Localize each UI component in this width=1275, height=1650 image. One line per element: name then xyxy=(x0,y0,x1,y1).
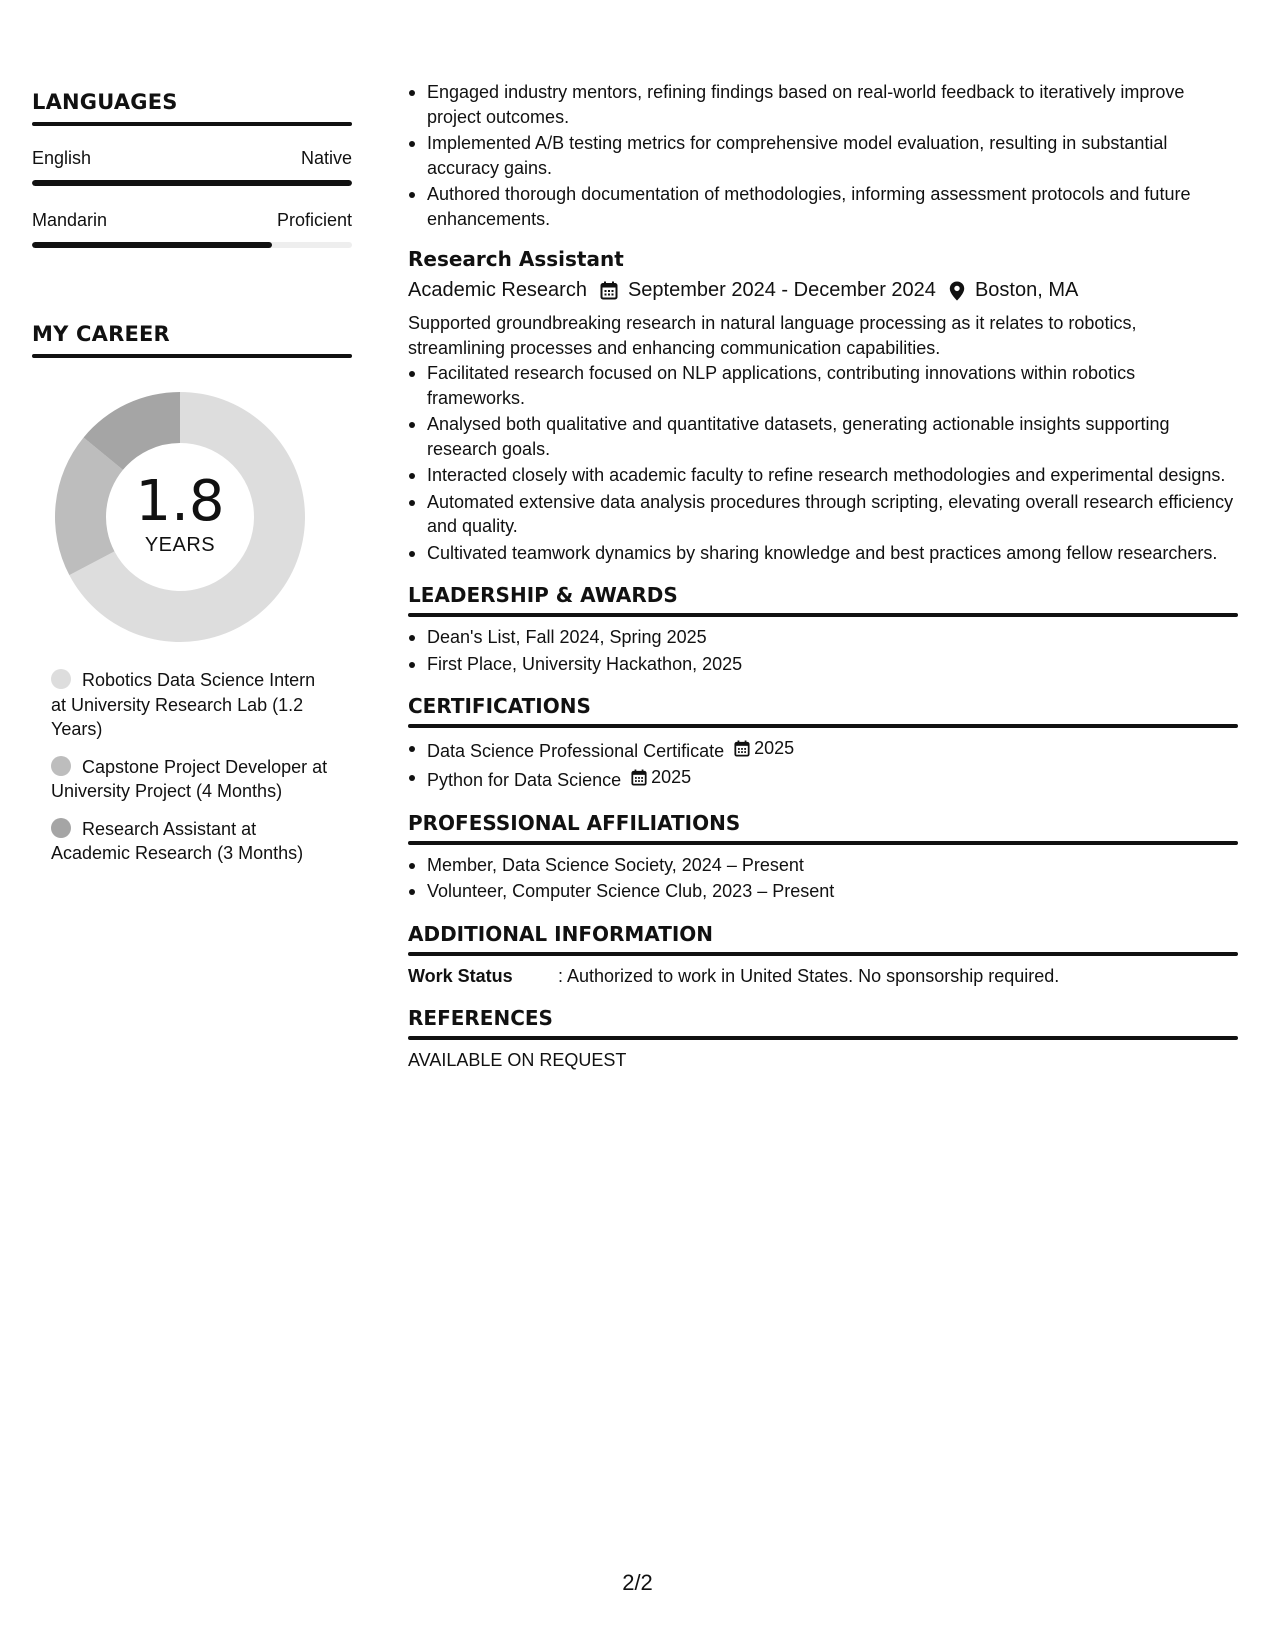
bullet-item: Automated extensive data analysis procedures through scripting, elevating overall research efficiency and quality. xyxy=(408,490,1238,539)
job-meta xyxy=(408,279,1238,302)
location-pin-icon xyxy=(949,281,965,301)
references-section xyxy=(408,1006,1238,1072)
award-item: First Place, University Hackathon, 2025 xyxy=(408,652,1238,677)
career-total-unit: YEARS xyxy=(144,533,216,556)
certification-name: Data Science Professional Certificate xyxy=(427,740,725,761)
section-rule xyxy=(408,841,1238,845)
language-item xyxy=(32,210,352,248)
language-proficiency-fill xyxy=(32,242,272,248)
job-entry xyxy=(408,247,1238,565)
language-level: Proficient xyxy=(276,210,352,230)
bullet-item: Cultivated teamwork dynamics by sharing knowledge and best practices among fellow researchers. xyxy=(408,541,1238,566)
legend-label: Research Assistant at Academic Research (3 Months) xyxy=(51,818,304,863)
info-label: Work Status xyxy=(408,965,513,986)
career-legend xyxy=(32,668,332,866)
legend-dot xyxy=(51,756,71,776)
section-heading: REFERENCES xyxy=(408,1005,553,1030)
award-item: Dean's List, Fall 2024, Spring 2025 xyxy=(408,625,1238,650)
bullet-item: Implemented A/B testing metrics for comprehensive model evaluation, resulting in substantial accuracy gains. xyxy=(408,131,1238,180)
section-rule xyxy=(408,724,1238,728)
previous-job-bullets xyxy=(408,80,1238,231)
legend-dot xyxy=(51,669,71,689)
job-bullets xyxy=(408,361,1238,565)
job-dates: September 2024 - December 2024 xyxy=(627,279,936,301)
career-total-years: 1.8 xyxy=(135,468,225,534)
bullet-item: Analysed both qualitative and quantitative datasets, generating actionable insights supporting research goals. xyxy=(408,412,1238,461)
job-title: Research Assistant xyxy=(408,247,624,271)
career-section xyxy=(32,322,352,866)
main-content xyxy=(408,80,1238,1072)
section-heading: CERTIFICATIONS xyxy=(408,694,591,718)
section-rule xyxy=(408,952,1238,956)
affiliations-section xyxy=(408,811,1238,904)
language-proficiency-fill xyxy=(32,180,352,186)
certifications-section xyxy=(408,694,1238,793)
calendar-icon xyxy=(600,281,618,300)
heading-rule xyxy=(32,122,352,126)
languages-heading: LANGUAGES xyxy=(32,90,178,114)
certification-name: Python for Data Science xyxy=(427,770,622,790)
legend-dot xyxy=(51,818,71,838)
legend-label: Robotics Data Science Intern at University Research Lab (1.2 Years) xyxy=(51,670,316,739)
bullet-item: Engaged industry mentors, refining findings based on real-world feedback to iteratively improve project outcomes. xyxy=(408,80,1238,129)
language-level: Native xyxy=(300,148,352,168)
section-heading: LEADERSHIP & AWARDS xyxy=(408,583,678,607)
bullet-item: Facilitated research focused on NLP applications, contributing innovations within robotics frameworks. xyxy=(408,361,1238,410)
section-heading: ADDITIONAL INFORMATION xyxy=(408,921,714,946)
affiliation-item: Member, Data Science Society, 2024 – Present xyxy=(408,853,1238,878)
language-name: Mandarin xyxy=(32,210,108,230)
sidebar xyxy=(32,90,352,879)
languages-section xyxy=(32,90,352,248)
page-number: 2/2 xyxy=(622,1570,653,1595)
bullet-item: Authored thorough documentation of methodologies, informing assessment protocols and future enhancements. xyxy=(408,182,1238,231)
info-value: : Authorized to work in United States. No sponsorship required. xyxy=(558,965,1060,986)
legend-item xyxy=(51,668,332,742)
heading-rule xyxy=(32,354,352,358)
affiliation-item: Volunteer, Computer Science Club, 2023 – Present xyxy=(408,879,1238,904)
career-donut-chart xyxy=(55,392,305,642)
bullet-item: Interacted closely with academic faculty to refine research methodologies and experimental designs. xyxy=(408,463,1238,488)
language-proficiency-bar xyxy=(32,180,352,186)
job-description: Supported groundbreaking research in natural language processing as it relates to robotics, streamlining processes and enhancing communication capabilities. xyxy=(408,313,1137,358)
info-row xyxy=(408,964,1238,988)
legend-item xyxy=(51,817,332,866)
calendar-icon xyxy=(734,740,750,757)
certification-item xyxy=(408,765,1238,792)
certification-item xyxy=(408,736,1238,763)
language-name: English xyxy=(32,148,92,168)
certification-year: 2025 xyxy=(754,738,795,758)
language-proficiency-bar xyxy=(32,242,352,248)
section-rule xyxy=(408,1036,1238,1040)
language-item xyxy=(32,148,352,186)
certification-year: 2025 xyxy=(651,767,692,788)
section-rule xyxy=(408,613,1238,617)
job-company: Academic Research xyxy=(408,279,587,301)
career-heading: MY CAREER xyxy=(32,322,170,346)
additional-info-section xyxy=(408,922,1238,988)
references-text: AVAILABLE ON REQUEST xyxy=(408,1049,627,1070)
legend-item xyxy=(51,755,332,804)
section-heading: PROFESSIONAL AFFILIATIONS xyxy=(408,810,741,835)
leadership-section xyxy=(408,583,1238,676)
job-location: Boston, MA xyxy=(974,279,1079,301)
calendar-icon xyxy=(631,769,647,786)
legend-label: Capstone Project Developer at University Project (4 Months) xyxy=(51,756,328,801)
